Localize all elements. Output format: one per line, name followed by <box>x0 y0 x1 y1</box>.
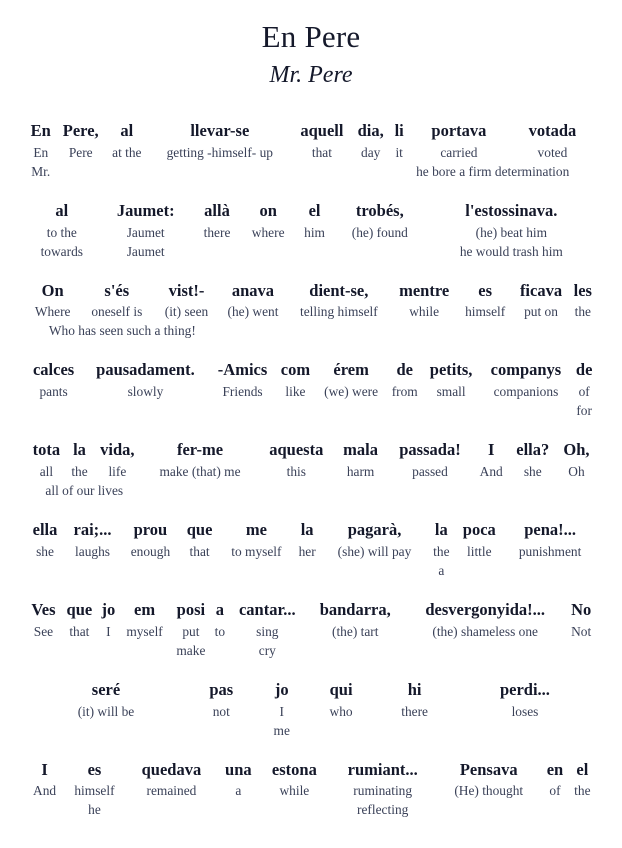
gloss-translation-word: telling himself <box>299 304 378 320</box>
gloss-translation-word: of <box>578 384 590 400</box>
gloss-source-word: al <box>120 120 134 140</box>
gloss-source-word: l'estossinava. <box>465 200 558 220</box>
gloss-source-word: hi <box>407 679 422 699</box>
gloss-source-word: cantar... <box>238 599 296 619</box>
gloss-source-word: en <box>546 759 564 779</box>
gloss-translation-line <box>26 143 596 162</box>
gloss-spacer <box>257 481 335 500</box>
gloss-alternate-word: for <box>576 403 592 419</box>
gloss-alternate-line <box>26 641 596 660</box>
gloss-source-word: em <box>134 599 156 619</box>
gloss-alternate-line <box>26 401 596 420</box>
gloss-translation-word: punishment <box>518 543 582 559</box>
gloss-spacer <box>292 162 352 181</box>
gloss-source-word: desvergonyida!... <box>425 599 545 619</box>
gloss-spacer <box>404 641 566 660</box>
gloss-source-word: jo <box>101 599 116 619</box>
gloss-translation-word: And <box>479 464 503 480</box>
gloss-translation-word: from <box>391 384 418 400</box>
gloss-translation-word: the <box>574 304 591 320</box>
gloss-translation-word: Pere <box>68 144 93 160</box>
gloss-source-word: fer-me <box>176 440 224 460</box>
gloss-alternate-word: he would trash him <box>459 243 563 259</box>
gloss-spacer <box>566 641 596 660</box>
gloss-spacer <box>569 800 596 819</box>
gloss-source-word: I <box>41 759 48 779</box>
gloss-translation-word: put <box>182 623 200 639</box>
gloss-translation-word: remained <box>146 783 197 799</box>
gloss-source-line <box>26 359 596 382</box>
gloss-spacer <box>260 800 330 819</box>
gloss-translation-word: like <box>285 384 306 400</box>
gloss-translation-word: enough <box>130 543 171 559</box>
gloss-spacer <box>390 321 457 340</box>
gloss-translation-word: that <box>311 144 332 160</box>
gloss-spacer <box>143 481 258 500</box>
gloss-alternate-line <box>26 321 596 340</box>
gloss-translation-word: not <box>212 703 230 719</box>
gloss-source-word: el <box>576 759 589 779</box>
gloss-spacer <box>106 162 148 181</box>
gloss-spacer <box>287 321 390 340</box>
gloss-source-word: En <box>30 120 51 140</box>
gloss-translation-word: (He) thought <box>454 783 524 799</box>
gloss-translation-word: there <box>401 703 428 719</box>
gloss-translation-word: (it) seen <box>164 304 209 320</box>
gloss-source-line <box>26 439 596 462</box>
gloss-spacer <box>210 401 276 420</box>
gloss-spacer <box>541 800 568 819</box>
gloss-translation-word: while <box>279 783 310 799</box>
gloss-translation-word: put on <box>524 304 558 320</box>
gloss-source-word: mentre <box>399 280 450 300</box>
gloss-alternate-word: Who has seen such a thing! <box>48 323 196 339</box>
gloss-source-word: ella? <box>516 440 550 460</box>
gloss-spacer <box>458 321 513 340</box>
gloss-alternate-word: cry <box>258 642 276 658</box>
gloss-source-word: que <box>186 520 213 540</box>
gloss-spacer <box>26 401 81 420</box>
gloss-translation-word: pants <box>39 384 68 400</box>
gloss-translation-word: who <box>329 703 353 719</box>
gloss-alternate-line <box>26 242 596 261</box>
gloss-alternate-line <box>26 162 596 181</box>
gloss-alternate-word: Jaumet <box>126 243 165 259</box>
gloss-source-word: aquesta <box>269 440 324 460</box>
gloss-source-word: bandarra, <box>319 599 391 619</box>
gloss-spacer <box>480 401 573 420</box>
gloss-spacer <box>186 721 257 740</box>
gloss-source-word: Ves <box>31 599 56 619</box>
gloss-source-word: anava <box>231 280 275 300</box>
gloss-translation-word: (we) were <box>324 384 379 400</box>
page-subtitle: Mr. Pere <box>269 62 353 89</box>
gloss-translation-word: Friends <box>222 384 263 400</box>
gloss-spacer <box>126 800 217 819</box>
gloss-spacer <box>335 481 386 500</box>
gloss-block <box>26 679 596 740</box>
gloss-spacer <box>557 481 596 500</box>
gloss-source-line <box>26 679 596 702</box>
gloss-source-word: ella <box>32 520 58 540</box>
gloss-spacer <box>509 481 557 500</box>
gloss-translation-line <box>26 462 596 481</box>
gloss-source-word: estona <box>271 759 317 779</box>
gloss-translation-word: himself <box>74 783 115 799</box>
gloss-translation-word: Not <box>571 623 592 639</box>
gloss-translation-word: to <box>214 623 226 639</box>
gloss-translation-word: make (that) me <box>159 464 241 480</box>
gloss-source-word: una <box>225 759 252 779</box>
gloss-source-word: que <box>66 599 93 619</box>
gloss-translation-line <box>26 622 596 641</box>
gloss-spacer <box>26 721 186 740</box>
gloss-translation-word: at the <box>112 144 142 160</box>
gloss-translation-word: him <box>304 224 325 240</box>
gloss-block <box>26 519 596 580</box>
gloss-translation-word: a <box>235 783 242 799</box>
gloss-translation-word: I <box>106 623 111 639</box>
gloss-spacer <box>212 641 229 660</box>
gloss-translation-word: (he) went <box>227 304 279 320</box>
gloss-alternate-line <box>26 481 596 500</box>
gloss-translation-word: I <box>279 703 284 719</box>
gloss-alternate-line <box>26 721 596 740</box>
gloss-source-word: pas <box>209 679 234 699</box>
gloss-source-word: a <box>215 599 224 619</box>
gloss-translation-word: it <box>395 144 403 160</box>
gloss-spacer <box>81 401 209 420</box>
gloss-translation-word: her <box>298 543 316 559</box>
gloss-source-word: mala <box>343 440 378 460</box>
gloss-spacer <box>296 242 333 261</box>
gloss-translation-word: companions <box>493 384 559 400</box>
gloss-translation-word: oneself is <box>91 304 143 320</box>
gloss-source-word: jo <box>274 679 289 699</box>
gloss-source-word: trobés, <box>355 200 404 220</box>
gloss-source-word: llevar-se <box>190 120 250 140</box>
gloss-translation-word: En <box>33 144 49 160</box>
gloss-spacer <box>436 800 541 819</box>
gloss-translation-word: day <box>361 144 381 160</box>
gloss-translation-word: the <box>71 464 88 480</box>
gloss-translation-word: getting -himself- up <box>166 144 273 160</box>
gloss-source-word: quedava <box>141 759 202 779</box>
gloss-translation-word: this <box>286 464 306 480</box>
gloss-source-word: el <box>308 200 321 220</box>
gloss-spacer <box>217 800 259 819</box>
gloss-source-word: Oh, <box>563 440 590 460</box>
gloss-translation-word: the <box>574 783 591 799</box>
gloss-alternate-word: he <box>88 802 101 818</box>
gloss-spacer <box>333 242 427 261</box>
gloss-spacer <box>307 721 376 740</box>
gloss-block <box>26 120 596 181</box>
gloss-translation-line <box>26 781 596 800</box>
gloss-source-word: pena!... <box>524 520 576 540</box>
gloss-source-word: On <box>41 280 64 300</box>
gloss-translation-word: she <box>36 543 54 559</box>
gloss-block <box>26 200 596 261</box>
gloss-translation-line <box>26 223 596 242</box>
interlinear-gloss-container <box>26 120 596 819</box>
gloss-spacer <box>26 800 63 819</box>
gloss-translation-word: laughs <box>75 543 110 559</box>
gloss-spacer <box>423 401 480 420</box>
gloss-translation-word: where <box>251 224 285 240</box>
gloss-source-word: es <box>478 280 493 300</box>
gloss-spacer <box>148 162 292 181</box>
gloss-translation-line <box>26 382 596 401</box>
gloss-source-word: la <box>73 440 86 460</box>
gloss-translation-word: (the) tart <box>332 623 379 639</box>
gloss-translation-line <box>26 542 596 561</box>
gloss-alternate-word: a <box>438 562 445 578</box>
gloss-source-word: me <box>245 520 267 540</box>
gloss-spacer <box>504 561 596 580</box>
gloss-spacer <box>26 561 64 580</box>
gloss-alternate-word: towards <box>40 243 83 259</box>
gloss-translation-line <box>26 302 596 321</box>
gloss-source-word: on <box>259 200 277 220</box>
gloss-source-line <box>26 120 596 143</box>
gloss-source-word: érem <box>333 360 369 380</box>
gloss-spacer <box>315 401 386 420</box>
gloss-translation-word: And <box>33 783 57 799</box>
gloss-translation-word: all <box>39 464 54 480</box>
gloss-source-word: dient-se, <box>309 280 369 300</box>
gloss-source-word: perdi... <box>499 679 550 699</box>
gloss-source-line <box>26 280 596 303</box>
gloss-source-word: com <box>280 360 311 380</box>
gloss-source-word: pagarà, <box>347 520 402 540</box>
gloss-source-word: la <box>300 520 314 540</box>
gloss-source-word: al <box>55 200 69 220</box>
gloss-source-word: pausadament. <box>96 360 195 380</box>
gloss-spacer <box>306 641 404 660</box>
gloss-translation-word: myself <box>126 623 163 639</box>
gloss-source-word: la <box>434 520 448 540</box>
gloss-translation-word: that <box>69 623 90 639</box>
gloss-spacer <box>98 641 119 660</box>
gloss-block <box>26 759 596 820</box>
gloss-translation-word: that <box>189 543 210 559</box>
gloss-translation-word: (he) found <box>351 224 408 240</box>
gloss-spacer <box>56 162 106 181</box>
gloss-alternate-word: reflecting <box>357 802 409 818</box>
gloss-source-word: Pere, <box>62 120 99 140</box>
gloss-translation-word: (he) beat him <box>475 224 548 240</box>
gloss-block <box>26 280 596 341</box>
gloss-spacer <box>474 481 509 500</box>
gloss-alternate-word: make <box>176 642 206 658</box>
gloss-source-word: poca <box>462 520 496 540</box>
gloss-translation-word: harm <box>346 464 375 480</box>
gloss-spacer <box>64 561 121 580</box>
gloss-translation-word: Oh <box>568 464 585 480</box>
gloss-translation-word: loses <box>511 703 539 719</box>
gloss-translation-word: ruminating <box>353 783 413 799</box>
gloss-spacer <box>454 561 504 580</box>
gloss-alternate-word: Mr. <box>31 163 51 179</box>
gloss-translation-word: slowly <box>127 384 164 400</box>
gloss-alternate-word: me <box>273 722 290 738</box>
gloss-source-word: s'és <box>104 280 130 300</box>
gloss-source-word: vida, <box>100 440 135 460</box>
gloss-source-word: de <box>575 360 593 380</box>
gloss-source-word: Jaumet: <box>116 200 175 220</box>
gloss-spacer <box>387 401 423 420</box>
gloss-translation-word: little <box>467 543 492 559</box>
gloss-translation-line <box>26 702 596 721</box>
gloss-source-word: -Amics <box>217 360 268 380</box>
gloss-block <box>26 599 596 660</box>
gloss-spacer <box>275 401 315 420</box>
gloss-spacer <box>240 242 296 261</box>
gloss-spacer <box>219 321 288 340</box>
gloss-spacer <box>121 561 180 580</box>
gloss-source-word: I <box>488 440 495 460</box>
gloss-translation-word: there <box>203 224 231 240</box>
gloss-spacer <box>352 162 389 181</box>
gloss-source-line <box>26 200 596 223</box>
gloss-alternate-word: he bore a firm determination <box>416 163 570 179</box>
gloss-source-word: portava <box>431 120 487 140</box>
gloss-source-line <box>26 759 596 782</box>
gloss-translation-word: she <box>523 464 542 480</box>
gloss-source-word: dia, <box>357 120 384 140</box>
gloss-translation-word: life <box>108 464 127 480</box>
gloss-translation-word: (the) shameless one <box>432 623 538 639</box>
gloss-source-word: aquell <box>300 120 344 140</box>
gloss-source-word: qui <box>329 679 353 699</box>
gloss-alternate-line <box>26 800 596 819</box>
gloss-translation-word: small <box>436 384 466 400</box>
gloss-translation-word: sing <box>256 623 279 639</box>
gloss-spacer <box>61 641 98 660</box>
gloss-translation-word: the <box>433 543 450 559</box>
gloss-source-word: de <box>396 360 413 380</box>
gloss-source-word: passada! <box>399 440 461 460</box>
gloss-translation-word: Jaumet <box>126 224 165 240</box>
gloss-source-word: No <box>571 599 592 619</box>
gloss-source-word: companys <box>490 360 562 380</box>
gloss-block <box>26 359 596 420</box>
gloss-spacer <box>454 721 596 740</box>
gloss-spacer <box>26 641 61 660</box>
gloss-source-line <box>26 519 596 542</box>
gloss-translation-word: to myself <box>231 543 282 559</box>
gloss-spacer <box>294 561 321 580</box>
gloss-spacer <box>386 481 474 500</box>
gloss-translation-word: See <box>33 623 54 639</box>
gloss-source-word: seré <box>91 679 121 699</box>
gloss-translation-word: himself <box>465 304 506 320</box>
gloss-block <box>26 439 596 500</box>
gloss-translation-word: (she) will pay <box>337 543 412 559</box>
gloss-alternate-word: all of our lives <box>45 483 124 499</box>
gloss-spacer <box>194 242 240 261</box>
gloss-source-word: calces <box>32 360 75 380</box>
gloss-translation-word: (it) will be <box>77 703 135 719</box>
gloss-source-line <box>26 599 596 622</box>
gloss-spacer <box>570 321 596 340</box>
title-block <box>26 18 596 90</box>
gloss-translation-word: while <box>409 304 440 320</box>
gloss-source-word: les <box>573 280 592 300</box>
gloss-source-word: allà <box>204 200 230 220</box>
gloss-source-word: tota <box>32 440 61 460</box>
gloss-translation-word: carried <box>440 144 478 160</box>
gloss-spacer <box>219 561 293 580</box>
gloss-source-word: posi <box>176 599 206 619</box>
gloss-alternate-line <box>26 561 596 580</box>
gloss-source-word: prou <box>133 520 168 540</box>
gloss-translation-word: to the <box>46 224 77 240</box>
gloss-translation-word: voted <box>537 144 568 160</box>
gloss-spacer <box>512 321 569 340</box>
gloss-source-word: vist!- <box>168 280 205 300</box>
gloss-source-word: ficava <box>519 280 563 300</box>
gloss-translation-word: passed <box>412 464 448 480</box>
gloss-source-word: rumiant... <box>347 759 418 779</box>
gloss-source-word: votada <box>528 120 577 140</box>
gloss-source-word: rai;... <box>73 520 112 540</box>
gloss-spacer <box>119 641 170 660</box>
gloss-source-word: Pensava <box>459 759 518 779</box>
gloss-source-word: li <box>394 120 404 140</box>
gloss-spacer <box>321 561 429 580</box>
gloss-translation-word: Where <box>34 304 71 320</box>
gloss-spacer <box>375 721 454 740</box>
gloss-spacer <box>180 561 219 580</box>
gloss-source-word: petits, <box>429 360 473 380</box>
gloss-translation-word: of <box>549 783 561 799</box>
gloss-source-word: es <box>87 759 102 779</box>
page-title: En Pere <box>261 19 361 54</box>
